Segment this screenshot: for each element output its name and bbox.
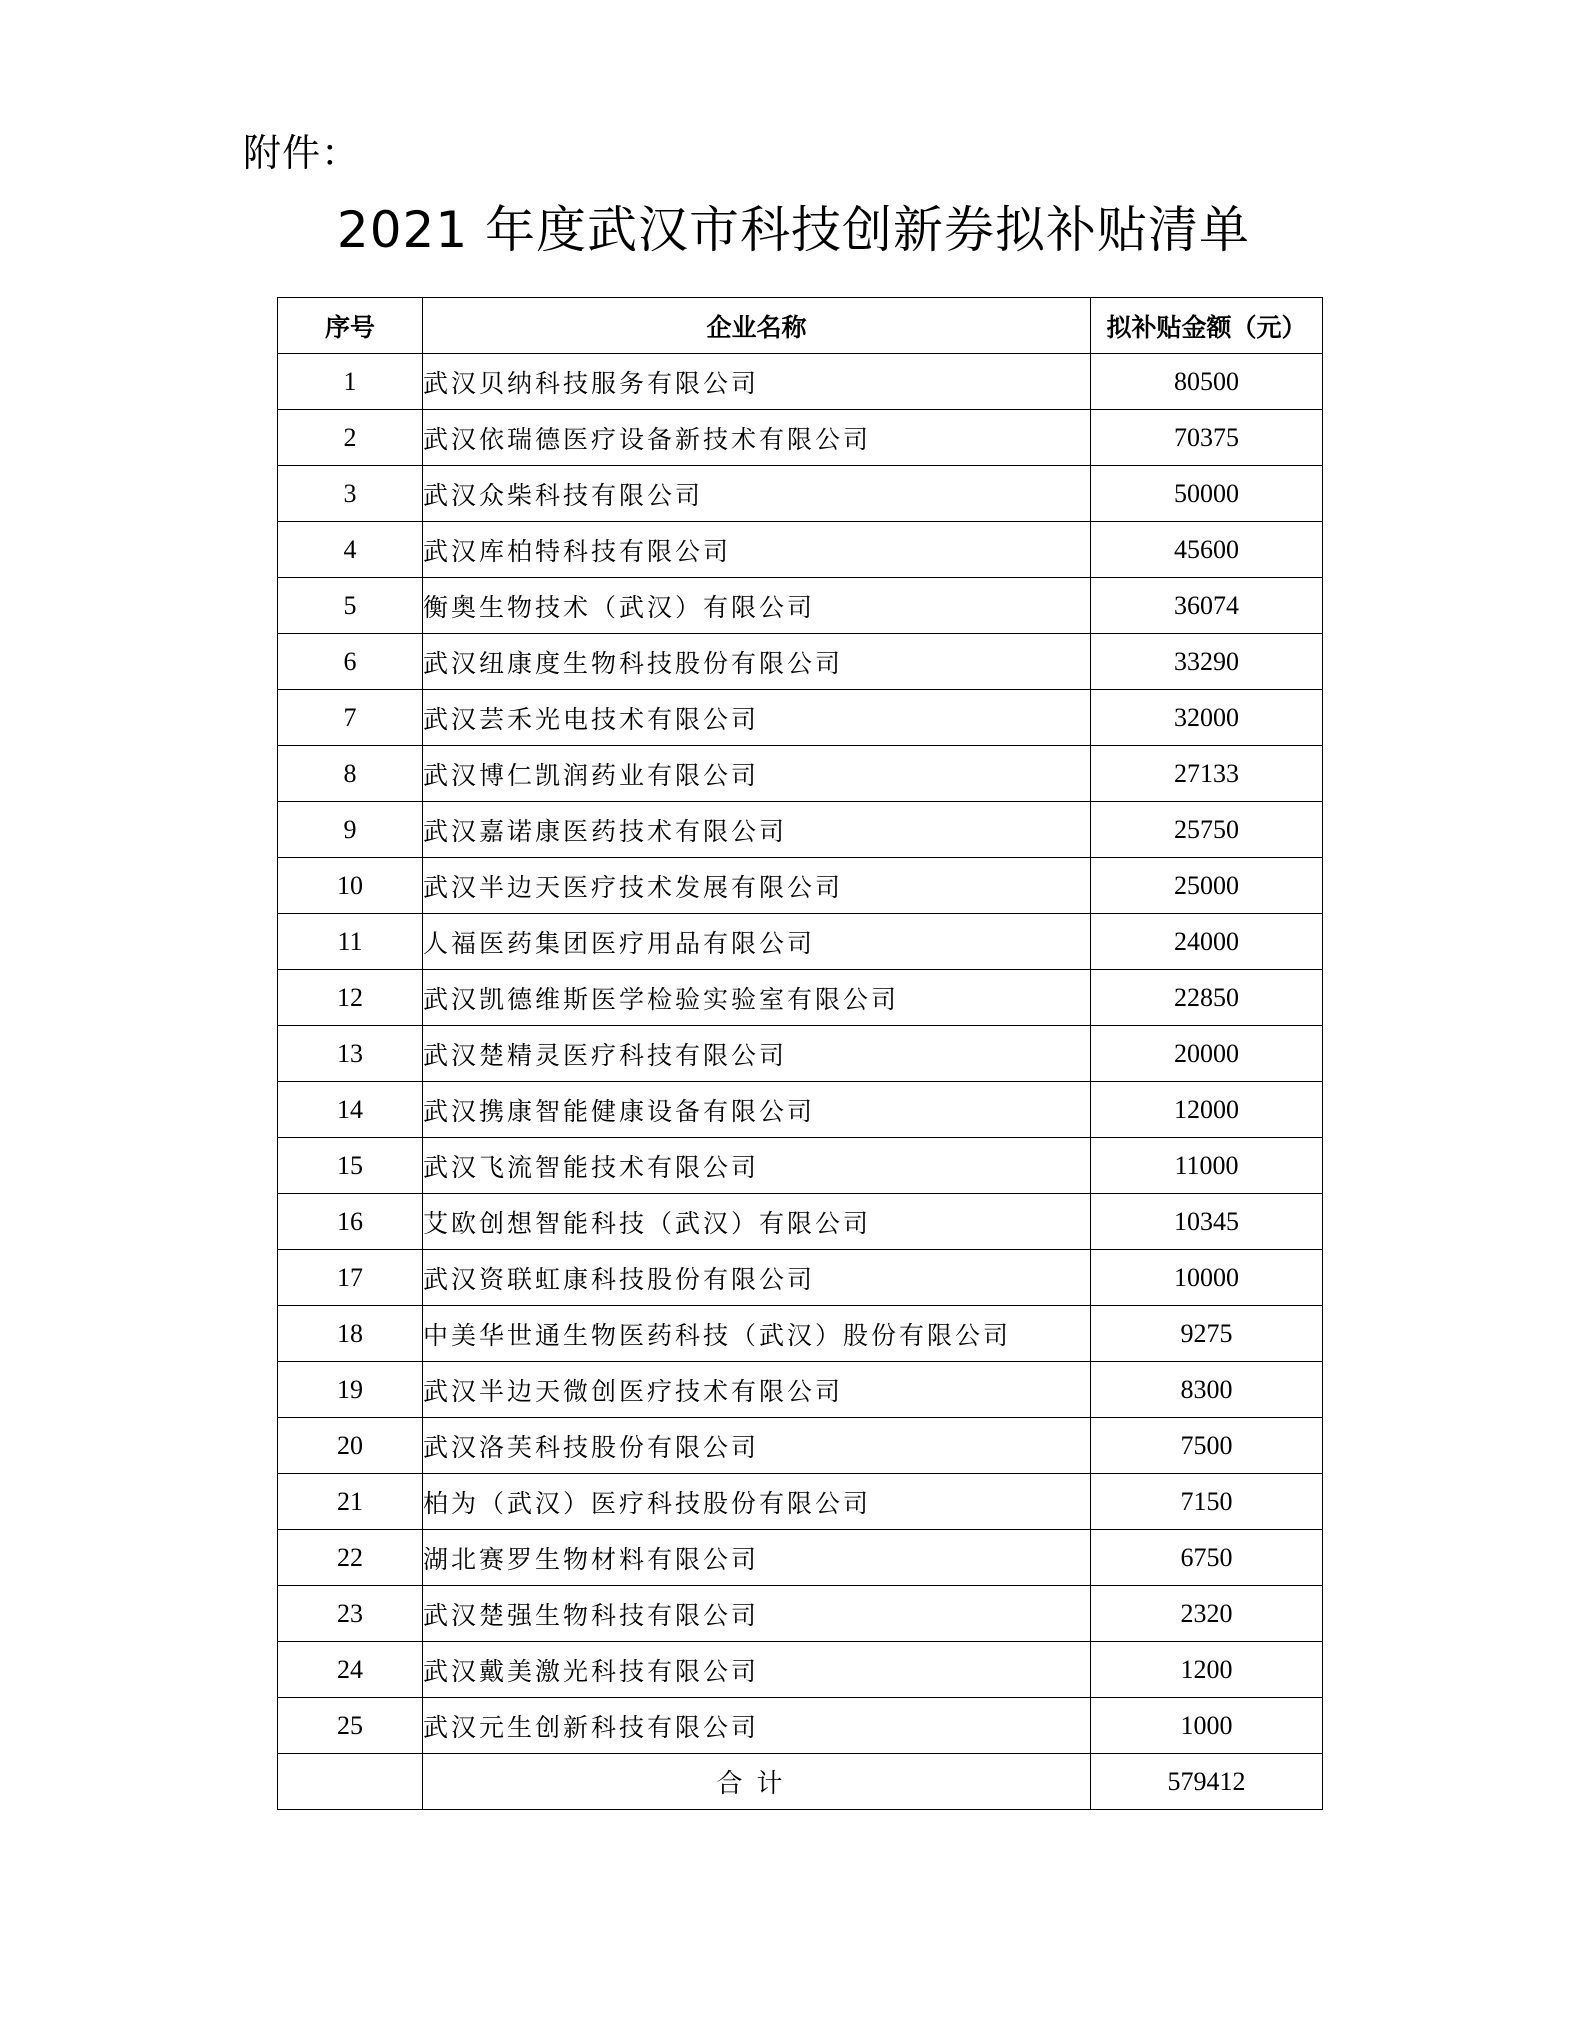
row-company-name: 武汉博仁凯润药业有限公司	[423, 746, 1091, 802]
table-row	[278, 1698, 1323, 1754]
row-amount: 25000	[1091, 858, 1323, 914]
row-amount: 10000	[1091, 1250, 1323, 1306]
row-company-name: 武汉纽康度生物科技股份有限公司	[423, 634, 1091, 690]
table-row	[278, 634, 1323, 690]
table-row	[278, 1194, 1323, 1250]
table-row	[278, 690, 1323, 746]
row-amount: 11000	[1091, 1138, 1323, 1194]
row-company-name: 武汉半边天微创医疗技术有限公司	[423, 1362, 1091, 1418]
row-amount: 6750	[1091, 1530, 1323, 1586]
row-amount: 25750	[1091, 802, 1323, 858]
attachment-label: 附件：	[243, 131, 361, 175]
table-row	[278, 578, 1323, 634]
row-company-name: 武汉半边天医疗技术发展有限公司	[423, 858, 1091, 914]
row-company-name: 武汉贝纳科技服务有限公司	[423, 354, 1091, 410]
row-serial: 21	[278, 1474, 423, 1530]
row-serial: 17	[278, 1250, 423, 1306]
row-company-name: 武汉凯德维斯医学检验实验室有限公司	[423, 970, 1091, 1026]
row-company-name: 武汉库柏特科技有限公司	[423, 522, 1091, 578]
row-amount: 12000	[1091, 1082, 1323, 1138]
total-serial	[278, 1754, 423, 1810]
row-company-name: 武汉元生创新科技有限公司	[423, 1698, 1091, 1754]
row-company-name: 武汉飞流智能技术有限公司	[423, 1138, 1091, 1194]
row-amount: 50000	[1091, 466, 1323, 522]
table-row	[278, 1642, 1323, 1698]
row-company-name: 人福医药集团医疗用品有限公司	[423, 914, 1091, 970]
table-row	[278, 522, 1323, 578]
row-company-name: 武汉嘉诺康医药技术有限公司	[423, 802, 1091, 858]
table-row	[278, 1250, 1323, 1306]
row-company-name: 武汉众柴科技有限公司	[423, 466, 1091, 522]
row-amount: 22850	[1091, 970, 1323, 1026]
table-row	[278, 1362, 1323, 1418]
row-company-name: 柏为（武汉）医疗科技股份有限公司	[423, 1474, 1091, 1530]
row-serial: 24	[278, 1642, 423, 1698]
row-amount: 80500	[1091, 354, 1323, 410]
row-serial: 13	[278, 1026, 423, 1082]
row-serial: 2	[278, 410, 423, 466]
table-body	[278, 354, 1323, 1754]
table-row	[278, 1138, 1323, 1194]
row-serial: 7	[278, 690, 423, 746]
row-serial: 12	[278, 970, 423, 1026]
header-serial: 序号	[278, 298, 423, 354]
row-company-name: 武汉洛芙科技股份有限公司	[423, 1418, 1091, 1474]
row-serial: 4	[278, 522, 423, 578]
table-row	[278, 970, 1323, 1026]
row-serial: 22	[278, 1530, 423, 1586]
table-row	[278, 1418, 1323, 1474]
table-row	[278, 410, 1323, 466]
row-company-name: 衡奥生物技术（武汉）有限公司	[423, 578, 1091, 634]
total-amount: 579412	[1091, 1754, 1323, 1810]
row-serial: 11	[278, 914, 423, 970]
header-amount: 拟补贴金额（元）	[1091, 298, 1323, 354]
row-company-name: 中美华世通生物医药科技（武汉）股份有限公司	[423, 1306, 1091, 1362]
table-row	[278, 858, 1323, 914]
header-company: 企业名称	[423, 298, 1091, 354]
row-amount: 27133	[1091, 746, 1323, 802]
table-row	[278, 914, 1323, 970]
row-company-name: 武汉楚强生物科技有限公司	[423, 1586, 1091, 1642]
row-serial: 23	[278, 1586, 423, 1642]
row-serial: 6	[278, 634, 423, 690]
row-amount: 2320	[1091, 1586, 1323, 1642]
table-row	[278, 746, 1323, 802]
row-serial: 20	[278, 1418, 423, 1474]
table-row	[278, 1082, 1323, 1138]
row-amount: 24000	[1091, 914, 1323, 970]
row-serial: 9	[278, 802, 423, 858]
row-company-name: 湖北赛罗生物材料有限公司	[423, 1530, 1091, 1586]
row-serial: 3	[278, 466, 423, 522]
row-serial: 18	[278, 1306, 423, 1362]
row-serial: 19	[278, 1362, 423, 1418]
table-row	[278, 1026, 1323, 1082]
row-amount: 36074	[1091, 578, 1323, 634]
row-serial: 15	[278, 1138, 423, 1194]
row-amount: 1200	[1091, 1642, 1323, 1698]
row-serial: 14	[278, 1082, 423, 1138]
row-serial: 25	[278, 1698, 423, 1754]
subsidy-table	[277, 297, 1323, 1810]
row-serial: 16	[278, 1194, 423, 1250]
row-serial: 5	[278, 578, 423, 634]
page-title: 2021 年度武汉市科技创新券拟补贴清单	[336, 201, 1251, 259]
total-label: 合计	[423, 1754, 1091, 1810]
row-amount: 20000	[1091, 1026, 1323, 1082]
row-amount: 32000	[1091, 690, 1323, 746]
total-row	[278, 1754, 1323, 1810]
row-amount: 8300	[1091, 1362, 1323, 1418]
row-amount: 7150	[1091, 1474, 1323, 1530]
row-company-name: 武汉资联虹康科技股份有限公司	[423, 1250, 1091, 1306]
row-company-name: 艾欧创想智能科技（武汉）有限公司	[423, 1194, 1091, 1250]
row-company-name: 武汉芸禾光电技术有限公司	[423, 690, 1091, 746]
row-amount: 45600	[1091, 522, 1323, 578]
row-serial: 10	[278, 858, 423, 914]
row-company-name: 武汉楚精灵医疗科技有限公司	[423, 1026, 1091, 1082]
row-company-name: 武汉携康智能健康设备有限公司	[423, 1082, 1091, 1138]
table-header-row	[278, 298, 1323, 354]
table-row	[278, 802, 1323, 858]
row-company-name: 武汉依瑞德医疗设备新技术有限公司	[423, 410, 1091, 466]
table-row	[278, 466, 1323, 522]
table-row	[278, 1306, 1323, 1362]
row-company-name: 武汉戴美激光科技有限公司	[423, 1642, 1091, 1698]
row-serial: 1	[278, 354, 423, 410]
table-row	[278, 1530, 1323, 1586]
row-amount: 10345	[1091, 1194, 1323, 1250]
table-row	[278, 354, 1323, 410]
row-amount: 70375	[1091, 410, 1323, 466]
row-amount: 7500	[1091, 1418, 1323, 1474]
row-amount: 9275	[1091, 1306, 1323, 1362]
table-row	[278, 1586, 1323, 1642]
table-row	[278, 1474, 1323, 1530]
row-amount: 33290	[1091, 634, 1323, 690]
row-serial: 8	[278, 746, 423, 802]
row-amount: 1000	[1091, 1698, 1323, 1754]
